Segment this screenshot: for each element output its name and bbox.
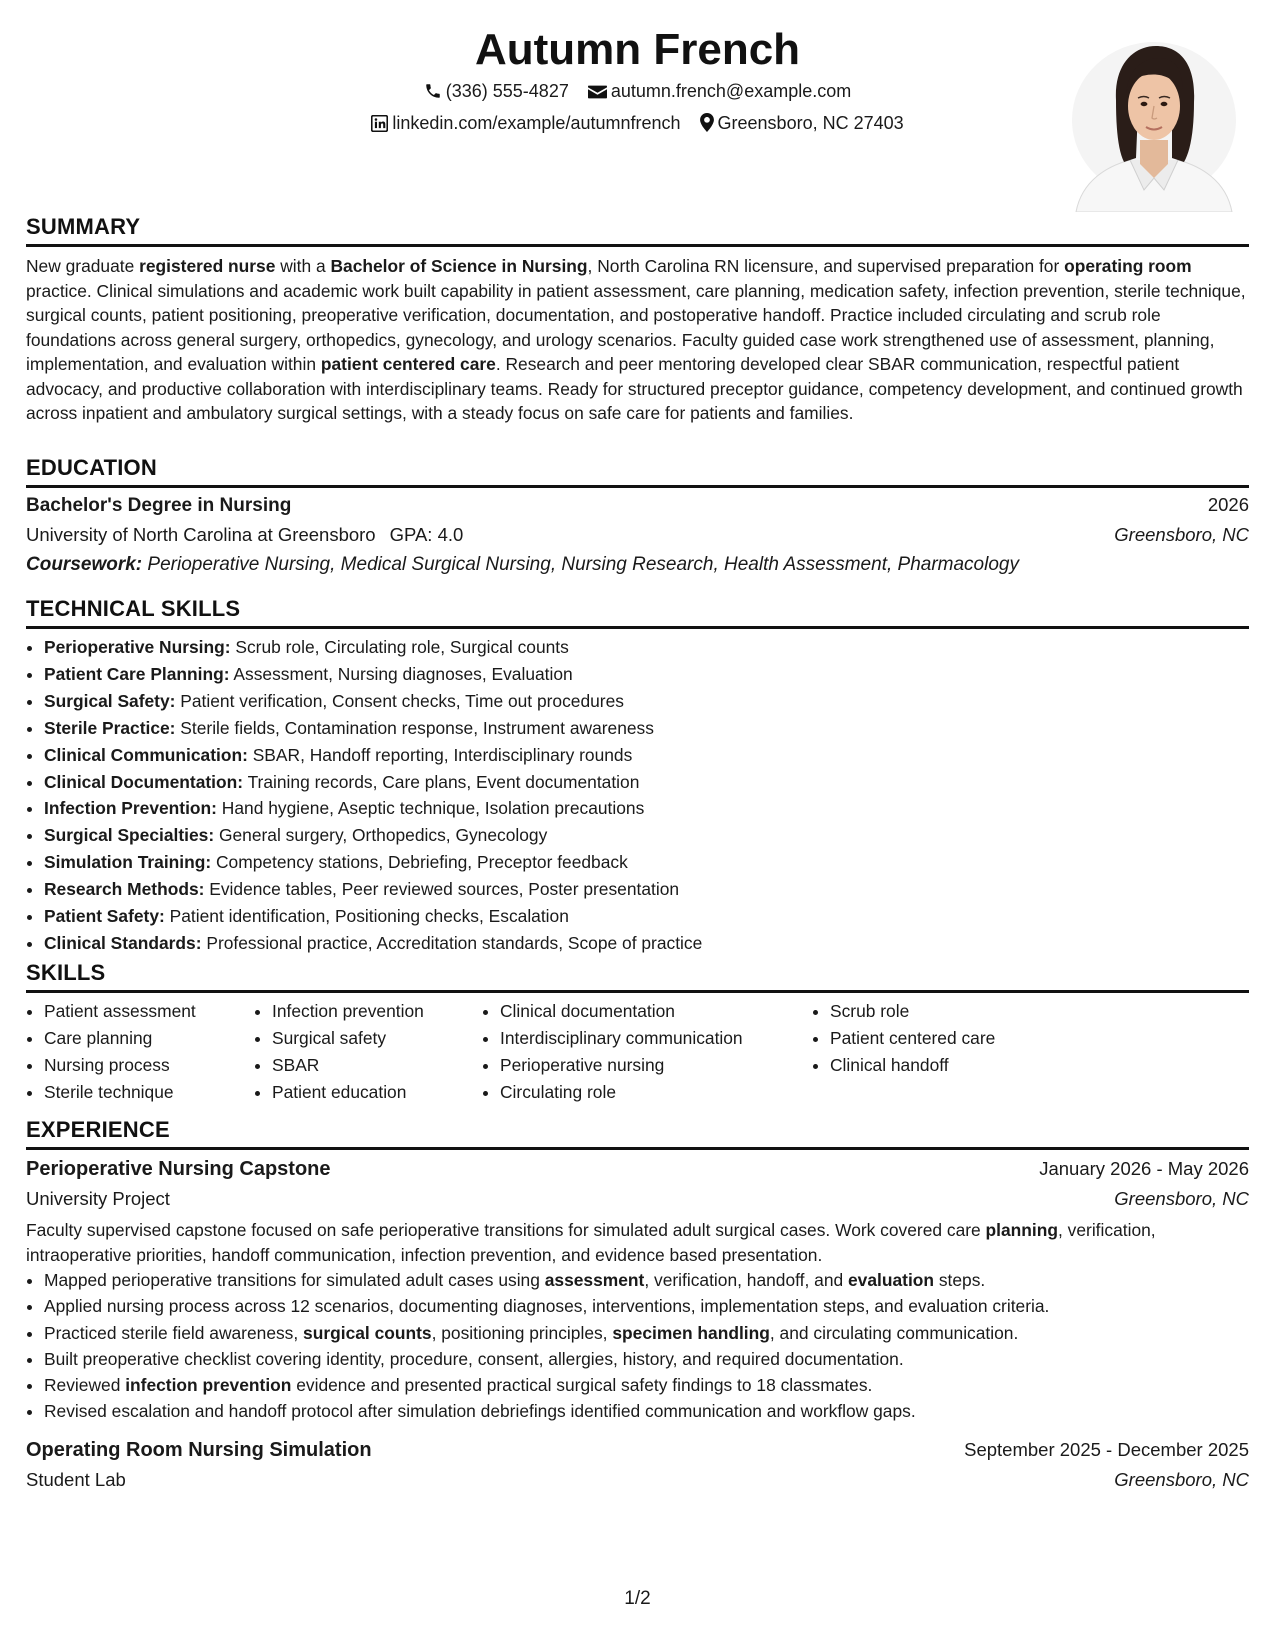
skill-category: Patient Safety: (44, 906, 165, 927)
job-title: Perioperative Nursing Capstone (26, 1158, 331, 1180)
text-segment: evidence and presented practical surgical safety findings to 18 classmates. (291, 1375, 873, 1396)
job-header-row (26, 1435, 1249, 1465)
skill-category: Simulation Training: (44, 852, 212, 873)
skill-item: • Care planning (44, 1025, 254, 1052)
technical-skill-item (44, 876, 1249, 903)
text-segment: with a (275, 256, 331, 276)
skill-values: Competency stations, Debriefing, Preceptor feedback (211, 852, 628, 873)
phone-contact[interactable] (424, 79, 569, 103)
skill-category: Sterile Practice: (44, 717, 176, 738)
emphasis-text: registered nurse (139, 256, 276, 276)
school-name: University of North Carolina at Greensboro (26, 524, 376, 545)
summary-text (26, 254, 1249, 426)
skill-item: • Surgical safety (272, 1025, 482, 1052)
skill-values: Hand hygiene, Aseptic technique, Isolation precautions (216, 798, 645, 819)
technical-skill-item (44, 849, 1249, 876)
email-text: autumn.french@example.com (610, 81, 852, 101)
text-segment: , verification, intraoperative priorities, handoff communication, infection prevention, and evidence based presentation. (26, 1220, 1156, 1265)
linkedin-icon (371, 115, 388, 132)
linkedin-text: linkedin.com/example/autumnfrench (392, 113, 681, 133)
skill-category: Surgical Specialties: (44, 825, 215, 846)
skill-category: Clinical Standards: (44, 932, 202, 953)
skill-values: Assessment, Nursing diagnoses, Evaluation (229, 663, 573, 684)
skill-item: • Infection prevention (272, 998, 482, 1025)
skill-item: • Sterile technique (44, 1079, 254, 1106)
job-location: Greensboro, NC (1114, 1188, 1249, 1209)
experience-entry (26, 1154, 1249, 1425)
skill-values: Sterile fields, Contamination response, Instrument awareness (175, 717, 654, 738)
job-bullet (44, 1372, 1249, 1398)
technical-skill-item (44, 742, 1249, 769)
experience-heading: EXPERIENCE (26, 1116, 1249, 1150)
technical-skills-section (26, 595, 1249, 957)
technical-skills-list (26, 634, 1249, 957)
job-bullet (44, 1293, 1249, 1319)
skill-values: Patient verification, Consent checks, Time out procedures (175, 690, 624, 711)
skill-item: • Patient centered care (830, 1025, 1130, 1052)
location-text: Greensboro, NC 27403 (717, 113, 904, 133)
job-dates: January 2026 - May 2026 (1039, 1158, 1249, 1179)
job-bullet (44, 1267, 1249, 1293)
text-segment: steps. (934, 1270, 986, 1290)
summary-section (26, 213, 1249, 426)
skill-item: • Circulating role (500, 1079, 812, 1106)
technical-skills-heading: TECHNICAL SKILLS (26, 595, 1249, 629)
job-bullet (44, 1346, 1249, 1372)
experience-entry (26, 1435, 1249, 1495)
school-location: Greensboro, NC (1114, 524, 1249, 545)
skill-values: Patient identification, Positioning checks, Escalation (164, 906, 569, 927)
technical-skill-item (44, 903, 1249, 930)
skill-category: Infection Prevention: (44, 798, 217, 819)
map-pin-icon (700, 113, 714, 132)
skill-category: Surgical Safety: (44, 690, 176, 711)
degree-title: Bachelor's Degree in Nursing (26, 495, 292, 516)
skill-category: Clinical Documentation: (44, 771, 244, 792)
technical-skill-item (44, 930, 1249, 957)
skills-heading: SKILLS (26, 959, 1249, 993)
skills-column (26, 998, 254, 1106)
phone-text: (336) 555-4827 (445, 81, 569, 101)
skill-item: • Interdisciplinary communication (500, 1025, 812, 1052)
skill-values: Evidence tables, Peer reviewed sources, Poster presentation (204, 879, 680, 900)
skills-column (254, 998, 482, 1106)
text-segment: Practiced sterile field awareness, (44, 1322, 304, 1343)
text-segment: Reviewed (44, 1375, 126, 1396)
text-segment: . Research and peer mentoring developed clear SBAR communication, respectful patient advocacy, and productive collaboration with interdisciplinary teams. Ready for structured preceptor guidance, competency development, and continued growth across inpatient and ambulatory surgical settings, with a steady focus on safe care for patients and families. (26, 354, 1243, 423)
text-segment: practice. Clinical simulations and academic work built capability in patient assessment, care planning, medication safety, infection prevention, sterile technique, surgical counts, patient positioning, preoperative verification, documentation, and postoperative handoff. Practice included circulating and scrub role foundations across general surgery, orthopedics, gynecology, and urology scenarios. Faculty guided case work strengthened use of assessment, planning, implementation, and evaluation within (26, 280, 1246, 374)
technical-skill-item (44, 795, 1249, 822)
emphasis-text: evaluation (848, 1270, 935, 1290)
skill-item: • Patient education (272, 1079, 482, 1106)
skill-item: • Perioperative nursing (500, 1052, 812, 1079)
job-bullets (26, 1267, 1249, 1425)
job-org-row (26, 1184, 1249, 1214)
emphasis-text: surgical counts (303, 1322, 432, 1343)
candidate-name: Autumn French (474, 25, 801, 74)
education-degree-row (26, 491, 1249, 520)
emphasis-text: assessment (544, 1270, 645, 1290)
technical-skill-item (44, 634, 1249, 661)
skill-item: • Nursing process (44, 1052, 254, 1079)
technical-skill-item (44, 822, 1249, 849)
skill-item: • Clinical handoff (830, 1052, 1130, 1079)
technical-skill-item (44, 715, 1249, 742)
skills-column (812, 998, 1130, 1106)
emphasis-text: planning (985, 1220, 1058, 1240)
coursework-label: Coursework: (26, 554, 143, 575)
job-organization: Student Lab (26, 1468, 126, 1490)
page-number: 1/2 (624, 1588, 651, 1609)
skill-values: Training records, Care plans, Event documentation (243, 771, 640, 792)
job-location: Greensboro, NC (1114, 1468, 1249, 1490)
coursework (26, 550, 1249, 580)
text-segment: Mapped perioperative transitions for simulated adult cases using (44, 1270, 545, 1290)
skill-category: Research Methods: (44, 879, 205, 900)
coursework-list: Perioperative Nursing, Medical Surgical Nursing, Nursing Research, Health Assessment, Pharmacology (147, 554, 1019, 575)
envelope-icon (588, 84, 607, 100)
skill-item: • Clinical documentation (500, 998, 812, 1025)
skill-values: Scrub role, Circulating role, Surgical counts (230, 637, 569, 657)
skill-item: • SBAR (272, 1052, 482, 1079)
text-segment: , positioning principles, (431, 1322, 613, 1343)
job-description (26, 1218, 1249, 1267)
job-title: Operating Room Nursing Simulation (26, 1438, 372, 1461)
skill-item: • Patient assessment (44, 998, 254, 1025)
text-segment: Applied nursing process across 12 scenarios, documenting diagnoses, interventions, implementation steps, and evaluation criteria. (44, 1296, 1050, 1317)
experience-section (26, 1116, 1249, 1495)
skills-section (26, 959, 1249, 1106)
text-segment: Faculty supervised capstone focused on safe perioperative transitions for simulated adult surgical cases. Work covered care (26, 1220, 986, 1240)
job-bullet (44, 1398, 1249, 1424)
location-contact (700, 111, 904, 135)
text-segment: New graduate (26, 256, 140, 276)
education-section (26, 454, 1249, 580)
text-segment: Revised escalation and handoff protocol after simulation debriefings identified communication and workflow gaps. (44, 1401, 916, 1422)
job-bullet (44, 1320, 1249, 1346)
skill-item: • Scrub role (830, 998, 1130, 1025)
job-organization: University Project (26, 1188, 170, 1209)
skill-category: Patient Care Planning: (44, 663, 230, 684)
skill-category: Perioperative Nursing: (44, 637, 231, 657)
skill-values: Professional practice, Accreditation standards, Scope of practice (201, 932, 703, 953)
skills-grid (26, 998, 1249, 1106)
text-segment: Built preoperative checklist covering identity, procedure, consent, allergies, history, and required documentation. (44, 1348, 904, 1369)
emphasis-text: patient centered care (320, 354, 496, 374)
education-school-row (26, 520, 1249, 550)
summary-heading: SUMMARY (26, 213, 1249, 247)
skill-values: General surgery, Orthopedics, Gynecology (214, 825, 548, 846)
technical-skill-item (44, 661, 1249, 688)
job-header-row (26, 1154, 1249, 1184)
phone-icon (424, 82, 442, 100)
technical-skill-item (44, 688, 1249, 715)
emphasis-text: operating room (1064, 256, 1192, 276)
gpa: GPA: 4.0 (389, 524, 464, 545)
emphasis-text: specimen handling (612, 1322, 770, 1343)
linkedin-contact[interactable] (371, 111, 680, 135)
text-segment: , North Carolina RN licensure, and supervised preparation for (587, 256, 1065, 276)
skills-column (482, 998, 812, 1106)
school-info (26, 520, 463, 550)
profile-photo (1068, 40, 1240, 212)
text-segment: , and circulating communication. (769, 1322, 1019, 1343)
job-org-row (26, 1465, 1249, 1495)
email-contact[interactable] (588, 79, 851, 103)
emphasis-text: infection prevention (125, 1375, 292, 1396)
text-segment: , verification, handoff, and (644, 1270, 849, 1290)
skill-values: SBAR, Handoff reporting, Interdisciplinary rounds (247, 744, 633, 765)
education-heading: EDUCATION (26, 454, 1249, 488)
technical-skill-item (44, 769, 1249, 796)
graduation-year: 2026 (1207, 494, 1249, 515)
job-dates: September 2025 - December 2025 (964, 1438, 1249, 1460)
skill-category: Clinical Communication: (44, 744, 248, 765)
emphasis-text: Bachelor of Science in Nursing (330, 256, 588, 276)
